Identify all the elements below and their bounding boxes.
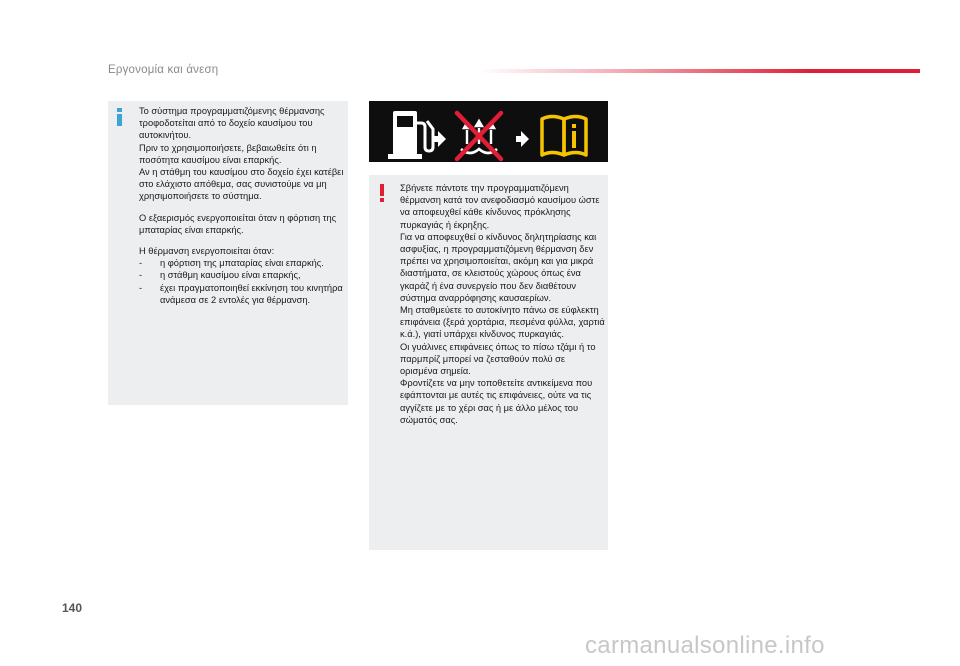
info-text-column	[139, 105, 344, 306]
arrow-right-icon	[433, 131, 446, 147]
warning-text: Σβήνετε πάντοτε την προγραμματιζόμενη θέρμανση κατά τον ανεφοδιασμό καυσίμου ώστε να αποφευχθεί κάθε κίνδυνος πρόκλησης πυρκαγιάς ή έκρηξης. Για να αποφευχθεί ο κίνδυνος δηλητηρίασης και ασφυξίας, η προγραμματιζόμενη θέρμανση δεν πρέπει να χρησιμοποιείται, ακόμη και για μικρά διαστήματα, σε κλειστούς χώρους όπως ένα γκαράζ ή ένα συνεργείο που δεν διαθέτουν σύστημα αναρρόφησης καυσαερίων. Μη σταθμεύετε το αυτοκίνητο πάνω σε εύφλεκτη επιφάνεια (ξερά χορτάρια, πεσμένα φύλλα, χαρτιά κ.ά.), γιατί υπάρχει κίνδυνος πυρκαγιάς. Οι γυάλινες επιφάνειες όπως το πίσω τζάμι ή το παρμπρίζ μπορεί να ζεσταθούν πολύ σε ορισμένα σημεία. Φροντίζετε να μην τοποθετείτε αντικείμενα που εφάπτονται με αυτές τις επιφάνειες, ούτε να τις αγγίζετε με το χέρι σας ή με άλλο μέλος του σώματός σας.	[400, 183, 605, 425]
activation-conditions-list	[139, 257, 344, 306]
info-paragraph-fuel: Το σύστημα προγραμματιζόμενης θέρμανσης τροφοδοτείται από το δοχείο καυσίμου του αυτοκινήτου. Πριν το χρησιμοποιήσετε, βεβαιωθείτε ότι η ποσότητα καυσίμου είναι επαρκής. Αν η στάθμη του καυσίμου στο δοχείο έχει κατέβει στο ελάχιστο απόθεμα, σας συνιστούμε να μη χρησιμοποιήσετε το σύστημα.	[139, 106, 344, 202]
info-list-intro: Η θέρμανση ενεργοποιείται όταν:	[139, 246, 275, 257]
info-icon	[116, 108, 123, 126]
header-rule	[478, 69, 920, 73]
page-number: 140	[62, 601, 83, 615]
no-heating-icon	[457, 113, 501, 159]
handbook-icon	[542, 117, 586, 156]
watermark: carmanualsonline.info	[585, 632, 825, 659]
arrow-right-icon	[516, 131, 529, 147]
info-paragraph-ventilation: Ο εξαερισμός ενεργοποιείται όταν η φόρτιση της μπαταρίας είναι επαρκής.	[139, 212, 337, 235]
warning-text-column	[400, 182, 605, 426]
refuelling-pictogram	[369, 101, 608, 162]
warning-icon	[379, 184, 385, 202]
list-item: - έχει πραγματοποιηθεί εκκίνηση του κινητήρα ανάμεσα σε 2 εντολές για θέρμανση.	[139, 282, 344, 306]
pictogram-graphic	[369, 101, 608, 162]
list-item: - η φόρτιση της μπαταρίας είναι επαρκής.	[139, 257, 344, 269]
list-item: - η στάθμη καυσίμου είναι επαρκής,	[139, 269, 344, 281]
section-title: Εργονομία και άνεση	[108, 64, 219, 76]
fuel-pump-icon	[388, 111, 433, 159]
